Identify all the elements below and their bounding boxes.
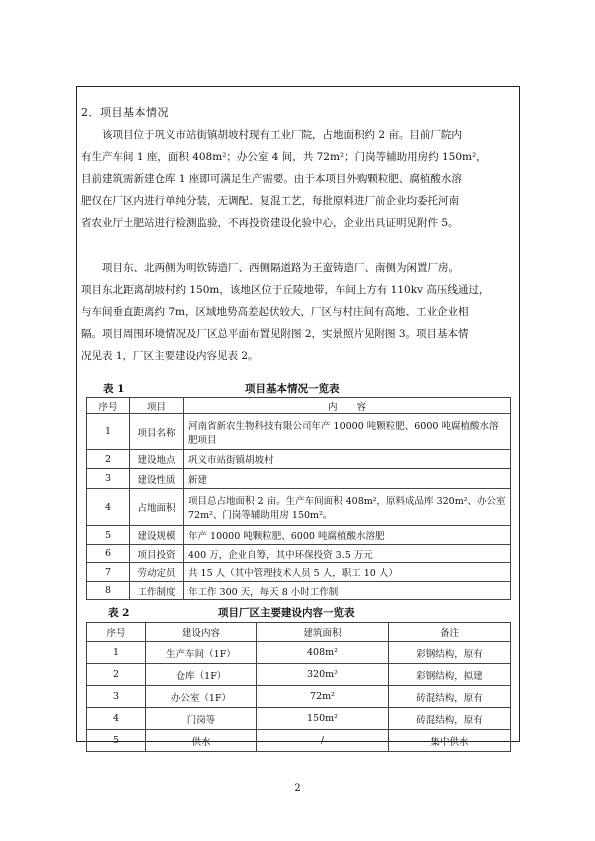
- text-line: 与车间垂直距离约 7m，区域地势高差起伏较大，厂区与村庄间有高地、工业企业相: [81, 306, 469, 318]
- cell-item: 占地面积: [130, 489, 184, 526]
- cell-no: 4: [87, 489, 130, 526]
- table-header-row: [87, 398, 511, 414]
- cell-content: 年工作 300 天，每天 8 小时工作制: [184, 582, 511, 600]
- text-line: 该项目位于巩义市站街镇胡坡村现有工业厂院，占地面积约 2 亩。目前厂院内: [81, 129, 462, 141]
- cell-item: 建设规模: [130, 526, 184, 545]
- table1-label: 表 1: [103, 383, 125, 395]
- table-row: [87, 664, 511, 686]
- cell-no: 2: [87, 450, 130, 469]
- text-line: 省农业厅土肥站进行检测监验，不再投资建设化验中心，企业出具证明见附件 5。: [81, 217, 459, 229]
- table-row: [87, 526, 511, 545]
- cell-item: 工作制度: [130, 582, 184, 600]
- cell-content: 项目总占地面积 2 亩。生产车间面积 408m²，原料成品库 320m²、办公室 72m²、门岗等辅助用房 150m²。: [184, 489, 511, 526]
- header-cell: 序号: [87, 398, 130, 414]
- cell-content: 共 15 人（其中管理技术人员 5 人，职工 10 人）: [184, 563, 511, 582]
- cell-content: 年产 10000 吨颗粒肥、6000 吨腐植酸水溶肥: [184, 526, 511, 545]
- cell-no: 2: [87, 664, 146, 686]
- text-line: 项目东北距离胡坡村约 150m，该地区位于丘陵地带，车间上方有 110kv 高压线通过，: [81, 284, 490, 296]
- header-cell: 内 容: [184, 398, 511, 414]
- cell-item: 劳动定员: [130, 563, 184, 582]
- table-row: [87, 489, 511, 526]
- header-cell: 备注: [389, 623, 511, 642]
- cell-item: 项目名称: [130, 414, 184, 450]
- cell-content: 河南省新农生物科技有限公司年产 10000 吨颗粒肥、6000 吨腐植酸水溶肥项目: [184, 414, 511, 450]
- table-row: [87, 450, 511, 469]
- table-row: [87, 545, 511, 563]
- cell-note: 彩钢结构，拟建: [389, 664, 511, 686]
- table2-label: 表 2: [108, 607, 130, 619]
- table-header-row: [87, 623, 511, 642]
- cell-no: 3: [87, 469, 130, 489]
- text-line: 隔。项目周围环境情况及厂区总平面布置见附图 2，实景照片见附图 3。项目基本情: [81, 328, 469, 340]
- table-row: [87, 563, 511, 582]
- header-cell: 序号: [87, 623, 146, 642]
- page-number: 2: [294, 783, 301, 794]
- paragraph-location: [81, 124, 517, 234]
- cell-item: 建设性质: [130, 469, 184, 489]
- header-cell: 建筑面积: [257, 623, 389, 642]
- cell-no: 7: [87, 563, 130, 582]
- table-row: [87, 730, 511, 752]
- cell-area: 408m²: [257, 642, 389, 664]
- cell-no: 8: [87, 582, 130, 600]
- cell-content: 办公室（1F）: [146, 686, 257, 708]
- table1-caption: 项目基本情况一览表: [245, 383, 340, 395]
- cell-item: 项目投资: [130, 545, 184, 563]
- table-row: [87, 642, 511, 664]
- cell-content: 仓库（1F）: [146, 664, 257, 686]
- cell-content: 门岗等: [146, 708, 257, 730]
- cell-content: 新建: [184, 469, 511, 489]
- cell-area: 320m²: [257, 664, 389, 686]
- cell-no: 3: [87, 686, 146, 708]
- cell-note: 彩钢结构，原有: [389, 642, 511, 664]
- cell-no: 5: [87, 730, 146, 752]
- cell-content: 巩义市站街镇胡坡村: [184, 450, 511, 469]
- text-line: 有生产车间 1 座，面积 408m²；办公室 4 间，共 72m²；门岗等辅助用房约 150m²，: [81, 151, 487, 163]
- text-line: 目前建筑需新建仓库 1 座即可满足生产需要。由于本项目外购颗粒肥、腐植酸水溶: [81, 173, 462, 185]
- cell-no: 4: [87, 708, 146, 730]
- table-row: [87, 414, 511, 450]
- table-row: [87, 469, 511, 489]
- cell-no: 6: [87, 545, 130, 563]
- table-row: [87, 708, 511, 730]
- cell-content: 供水: [146, 730, 257, 752]
- cell-content: 400 万，企业自筹，其中环保投资 3.5 万元: [184, 545, 511, 563]
- header-cell: 建设内容: [146, 623, 257, 642]
- cell-no: 5: [87, 526, 130, 545]
- text-line: 项目东、北两侧为明钦铸造厂、西侧隔道路为王蛮铸造厂、南侧为闲置厂房。: [81, 262, 459, 274]
- text-line: 况见表 1，厂区主要建设内容见表 2。: [81, 350, 259, 362]
- table2-caption: 项目厂区主要建设内容一览表: [218, 607, 355, 619]
- cell-no: 1: [87, 642, 146, 664]
- table-basic-info: [86, 397, 511, 600]
- text-line: 肥仅在厂区内进行单纯分装，无调配、复混工艺，每批原料进厂前企业均委托河南: [81, 195, 459, 207]
- table-construction: [86, 622, 511, 752]
- cell-area: /: [257, 730, 389, 752]
- paragraph-surroundings: [81, 257, 517, 367]
- cell-note: 集中供水: [389, 730, 511, 752]
- cell-area: 150m²: [257, 708, 389, 730]
- cell-note: 砖混结构，原有: [389, 686, 511, 708]
- cell-note: 砖混结构，原有: [389, 708, 511, 730]
- table-row: [87, 582, 511, 600]
- cell-item: 建设地点: [130, 450, 184, 469]
- table-row: [87, 686, 511, 708]
- cell-area: 72m²: [257, 686, 389, 708]
- cell-no: 1: [87, 414, 130, 450]
- header-cell: 项目: [130, 398, 184, 414]
- section-title: 2．项目基本情况: [81, 106, 169, 119]
- cell-content: 生产车间（1F）: [146, 642, 257, 664]
